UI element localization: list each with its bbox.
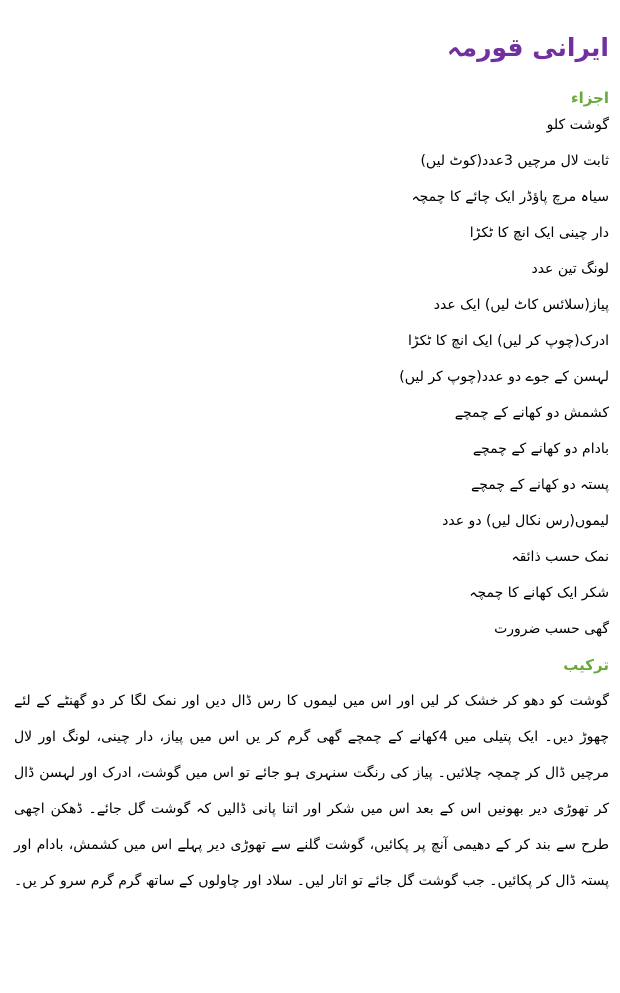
recipe-title: ایرانی قورمہ <box>446 33 609 62</box>
ingredient-item: لہسن کے جوے دو عدد(چوپ کر لیں) <box>399 369 609 385</box>
ingredient-item: سیاہ مرچ پاؤڈر ایک چائے کا چمچہ <box>411 189 609 205</box>
ingredient-item: پیاز(سلائس کاٹ لیں) ایک عدد <box>433 297 609 313</box>
ingredient-item: بادام دو کھانے کے چمچے <box>472 441 609 457</box>
ingredients-list <box>14 115 609 639</box>
ingredient-item: کشمش دو کھانے کے چمچے <box>454 405 609 421</box>
ingredient-item: لونگ تین عدد <box>531 261 609 277</box>
ingredient-item: گوشت کلو <box>546 117 609 133</box>
ingredient-item: نمک حسب ذائقہ <box>511 549 609 565</box>
method-heading: ترکیب <box>563 656 609 674</box>
ingredient-item: ادرک(چوپ کر لیں) ایک انچ کا ٹکڑا <box>408 333 609 349</box>
ingredients-heading: اجزاء <box>570 89 609 107</box>
method-paragraph: گوشت کو دھو کر خشک کر لیں اور اس میں لیموں کا رس ڈال دیں اور نمک لگا کر دو گھنٹے کے لئے چھوڑ دیں۔ ایک پتیلی میں 4کھانے کے چمچے گھی گرم کر یں اس میں پیاز، دار چینی، لونگ اور لال مرچیں ڈال کر چمچہ چلائیں۔ پیاز کی رنگت سنہری ہو جائے تو اس میں گوشت، ادرک اور لہسن ڈال کر تھوڑی دیر بھونیں اس کے بعد اس میں شکر اور اتنا پانی ڈالیں کہ گوشت گل جائے۔ ڈھکن اچھی طرح سے بند کر کے دھیمی آنچ پر پکائیں، گوشت گلنے سے تھوڑی دیر پہلے اس میں کشمش، بادام اور پستہ ڈال کر پکائیں۔ جب گوشت گل جائے تو اتار لیں۔ سلاد اور چاولوں کے ساتھ گرم گرم سرو کر یں۔ <box>13 693 609 889</box>
ingredient-item: گھی حسب ضرورت <box>494 621 609 637</box>
ingredient-item: ثابت لال مرچیں 3عدد(کوٹ لیں) <box>420 153 609 169</box>
ingredient-item: دار چینی ایک انچ کا ٹکڑا <box>469 225 609 241</box>
ingredient-item: شکر ایک کھانے کا چمچہ <box>469 585 609 601</box>
ingredient-item: لیموں(رس نکال لیں) دو عدد <box>442 513 609 529</box>
ingredient-item: پستہ دو کھانے کے چمچے <box>471 477 609 493</box>
